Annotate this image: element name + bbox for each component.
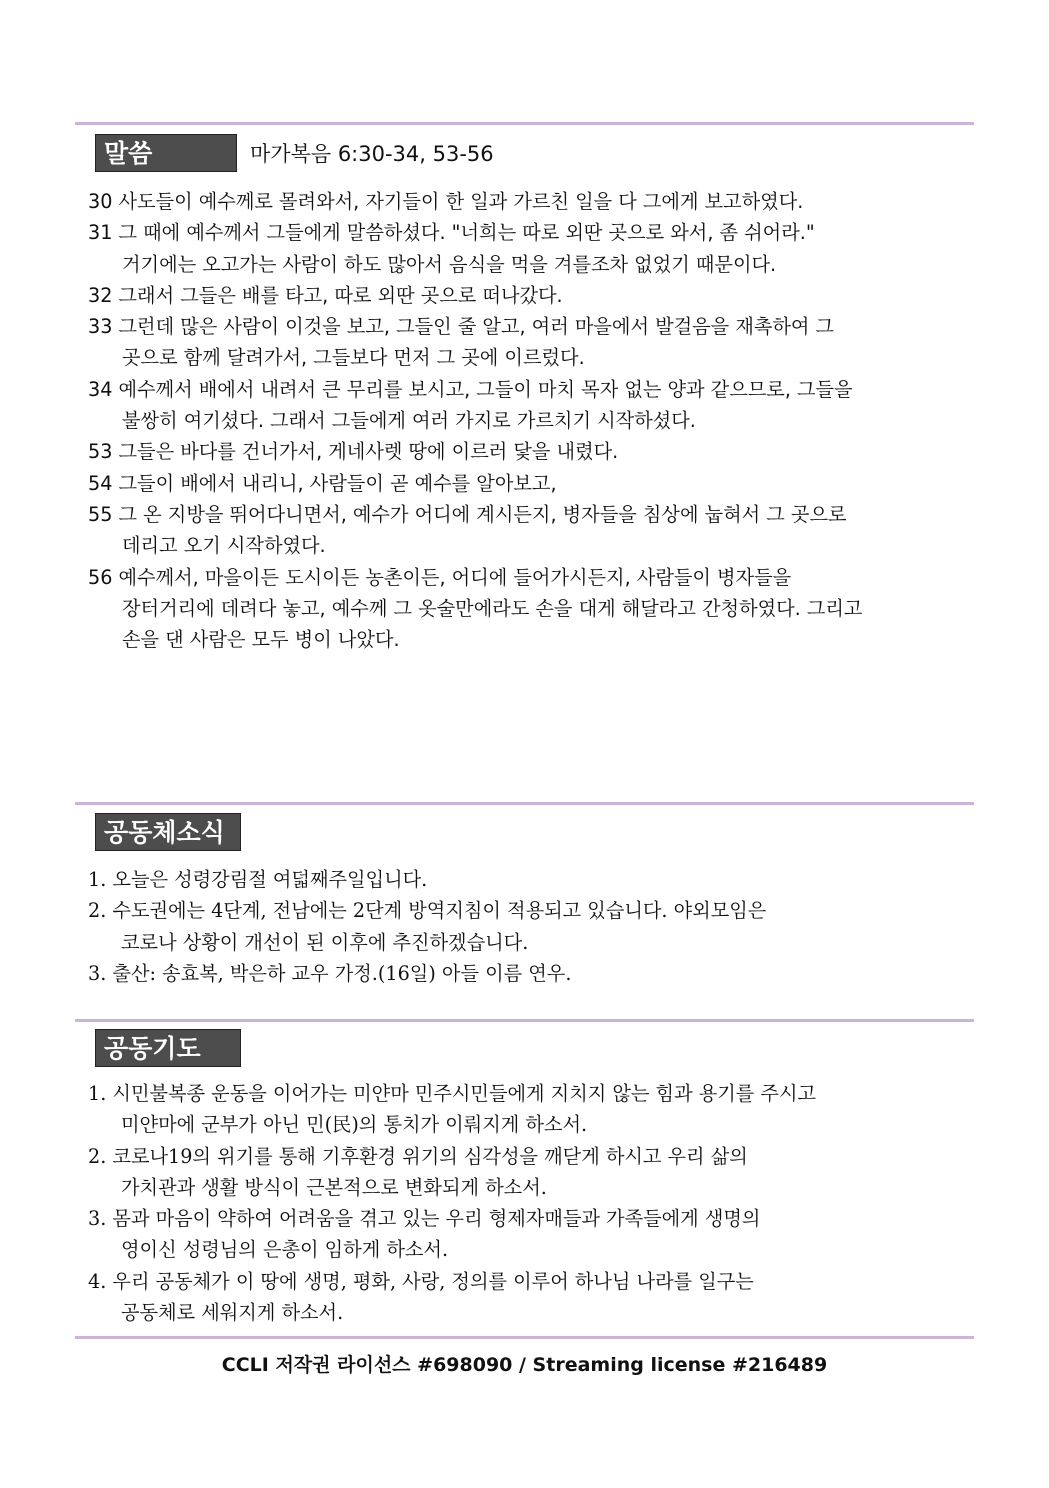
verse — [88, 436, 968, 467]
section-divider — [75, 122, 974, 125]
verse-line: 데리고 오기 시작하였다. — [122, 534, 326, 558]
news-item — [88, 864, 968, 895]
verse — [88, 186, 968, 217]
verse-line: 34 예수께서 배에서 내려서 큰 무리를 보시고, 그들이 마치 목자 없는 양과 같으므로, 그들을 — [88, 377, 853, 401]
prayer-line: 미얀마에 군부가 아닌 민(民)의 통치가 이뤄지게 하소서. — [121, 1113, 588, 1137]
news-line: 2. 수도권에는 4단계, 전남에는 2단계 방역지침이 적용되고 있습니다. 야외모임은 — [88, 899, 767, 923]
news-line: 코로나 상황이 개선이 된 이후에 추진하겠습니다. — [121, 930, 529, 954]
prayer-line: 3. 몸과 마음이 약하여 어려움을 겪고 있는 우리 형제자매들과 가족들에게 생명의 — [88, 1207, 761, 1231]
verse-list — [88, 186, 968, 655]
prayer-item — [88, 1266, 968, 1329]
scripture-reference: 마가복음 6:30-34, 53-56 — [250, 142, 494, 166]
verse — [88, 374, 968, 437]
license-footer: CCLI 저작권 라이선스 #698090 / Streaming license #216489 — [221, 1354, 828, 1376]
verse-line: 30 사도들이 예수께로 몰려와서, 자기들이 한 일과 가르친 일을 다 그에게 보고하였다. — [88, 190, 804, 213]
prayer-line: 4. 우리 공동체가 이 땅에 생명, 평화, 사랑, 정의를 이루어 하나님 나라를 일구는 — [88, 1269, 754, 1293]
verse-line: 32 그래서 그들은 배를 타고, 따로 외딴 곳으로 떠나갔다. — [88, 283, 563, 307]
verse-line: 곳으로 함께 달려가서, 그들보다 먼저 그 곳에 이르렀다. — [122, 346, 585, 370]
prayer-item — [88, 1141, 968, 1204]
verse-line: 장터거리에 데려다 놓고, 예수께 그 옷술만에라도 손을 대게 해달라고 간청하였다. 그리고 — [122, 596, 863, 620]
prayer-item — [88, 1203, 968, 1266]
verse-line: 54 그들이 배에서 내리니, 사람들이 곧 예수를 알아보고, — [88, 471, 557, 495]
verse — [88, 311, 968, 374]
news-item — [88, 895, 968, 958]
prayer-line: 2. 코로나19의 위기를 통해 기후환경 위기의 심각성을 깨닫게 하시고 우리 삶의 — [88, 1144, 748, 1168]
verse — [88, 562, 968, 656]
news-list — [88, 864, 968, 989]
news-line: 3. 출산: 송효복, 박은하 교우 가정.(16일) 아들 이름 연우. — [88, 961, 572, 985]
prayer-label: 공동기도 — [95, 1029, 241, 1067]
section-divider — [75, 802, 974, 805]
verse-line: 거기에는 오고가는 사람이 하도 많아서 음식을 먹을 겨를조차 없었기 때문이다. — [122, 252, 777, 276]
scripture-label: 말씀 — [95, 134, 237, 172]
prayer-list — [88, 1078, 968, 1328]
section-divider — [75, 1336, 974, 1339]
verse — [88, 280, 968, 311]
prayer-line: 공동체로 세워지게 하소서. — [121, 1301, 344, 1325]
verse-line: 손을 댄 사람은 모두 병이 나았다. — [122, 628, 400, 652]
prayer-item — [88, 1078, 968, 1141]
prayer-line: 1. 시민불복종 운동을 이어가는 미얀마 민주시민들에게 지치지 않는 힘과 용기를 주시고 — [88, 1082, 817, 1105]
verse-line: 55 그 온 지방을 뛰어다니면서, 예수가 어디에 계시든지, 병자들을 침상에 눕혀서 그 곳으로 — [88, 502, 847, 526]
verse — [88, 499, 968, 562]
verse-line: 53 그들은 바다를 건너가서, 게네사렛 땅에 이르러 닻을 내렸다. — [88, 440, 619, 464]
verse — [88, 217, 968, 280]
verse-line: 56 예수께서, 마을이든 도시이든 농촌이든, 어디에 들어가시든지, 사람들이 병자들을 — [88, 565, 792, 589]
news-line: 1. 오늘은 성령강림절 여덟째주일입니다. — [88, 868, 428, 891]
verse-line: 33 그런데 많은 사람이 이것을 보고, 그들인 줄 알고, 여러 마을에서 발걸음을 재촉하여 그 — [88, 315, 835, 339]
news-item — [88, 958, 968, 989]
prayer-line: 가치관과 생활 방식이 근본적으로 변화되게 하소서. — [121, 1175, 547, 1199]
verse-line: 31 그 때에 예수께서 그들에게 말씀하셨다. "너희는 따로 외딴 곳으로 와서, 좀 쉬어라." — [88, 221, 815, 245]
verse — [88, 468, 968, 499]
section-divider — [75, 1019, 974, 1022]
news-label: 공동체소식 — [95, 813, 241, 851]
verse-line: 불쌍히 여기셨다. 그래서 그들에게 여러 가지로 가르치기 시작하셨다. — [122, 409, 696, 433]
prayer-line: 영이신 성령님의 은총이 임하게 하소서. — [121, 1238, 449, 1262]
